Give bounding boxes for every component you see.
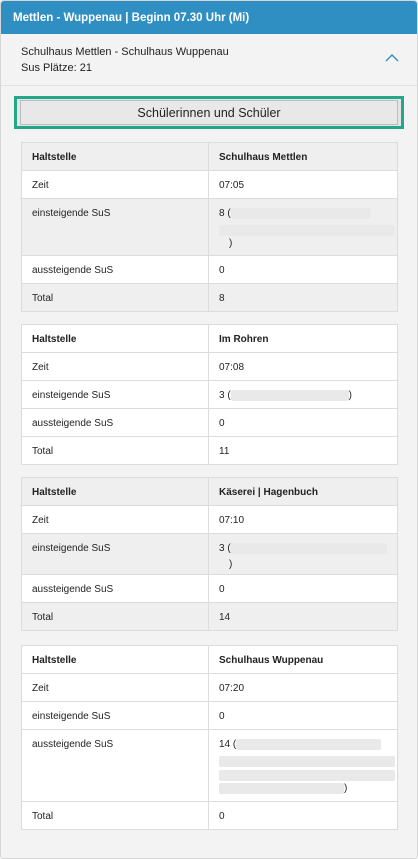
route-name: Schulhaus Mettlen - Schulhaus Wuppenau — [21, 46, 229, 58]
alighting-count: 14 ( ) — [209, 730, 398, 802]
total-count: 8 — [209, 284, 398, 312]
total-count: 11 — [209, 437, 398, 465]
stop-name-cell: Schulhaus Wuppenau — [209, 646, 398, 674]
stop-time: 07:08 — [209, 353, 398, 381]
redacted-names — [219, 756, 395, 767]
route-summary[interactable] — [1, 34, 417, 86]
stop-time: 07:10 — [209, 506, 398, 534]
stop-name-cell: Schulhaus Mettlen — [209, 143, 398, 171]
stop-name-cell: Im Rohren — [209, 325, 398, 353]
stop-table: Haltstelle Schulhaus Mettlen Zeit 07:05 einsteigende SuS 8 ( ) aussteigende SuS 0 Total 8 — [21, 142, 398, 312]
redacted-names — [219, 783, 344, 794]
alighting-count: 0 — [209, 575, 398, 603]
panel-title: Mettlen - Wuppenau | Beginn 07.30 Uhr (Mi) — [13, 11, 250, 24]
redacted-names — [219, 225, 395, 236]
stop-name-cell: Käserei | Hagenbuch — [209, 478, 398, 506]
redacted-names — [231, 208, 371, 219]
panel-header[interactable] — [1, 1, 417, 34]
pupils-button-focus — [14, 96, 404, 129]
alighting-count: 0 — [209, 256, 398, 284]
pupils-button[interactable]: Schülerinnen und Schüler — [20, 100, 398, 125]
boarding-count: 8 ( ) — [209, 199, 398, 256]
stop-time: 07:05 — [209, 171, 398, 199]
total-count: 14 — [209, 603, 398, 631]
boarding-count: 3 ( ) — [209, 381, 398, 409]
seat-count: Sus Plätze: 21 — [21, 62, 92, 74]
redacted-names — [236, 739, 381, 750]
alighting-count: 0 — [209, 409, 398, 437]
redacted-names — [231, 390, 349, 401]
boarding-count: 0 — [209, 702, 398, 730]
stop-label-cell: Haltstelle — [22, 143, 209, 171]
total-count: 0 — [209, 802, 398, 830]
redacted-names — [219, 770, 395, 781]
stop-table: Haltstelle Im Rohren Zeit 07:08 einsteigende SuS 3 ( ) aussteigende SuS 0 Total 11 — [21, 324, 398, 465]
boarding-count: 3 ( ) — [209, 534, 398, 575]
stop-time: 07:20 — [209, 674, 398, 702]
redacted-names — [231, 543, 387, 554]
chevron-up-icon[interactable] — [385, 51, 399, 65]
stop-table: Haltstelle Käserei | Hagenbuch Zeit 07:10 einsteigende SuS 3 ( ) aussteigende SuS 0 Total 14 — [21, 477, 398, 631]
stop-table: Haltstelle Schulhaus Wuppenau Zeit 07:20 einsteigende SuS 0 aussteigende SuS 14 ( ) Total 0 — [21, 645, 398, 830]
